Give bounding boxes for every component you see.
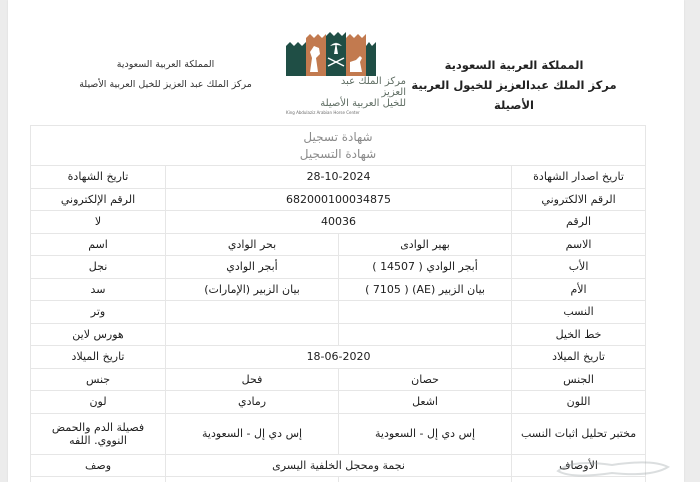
cutoff-cell-3: [166, 477, 339, 482]
label-color: اللون: [512, 391, 646, 414]
table-row-dam: [31, 278, 646, 301]
label-issue-date: تاريخ اصدار الشهادة: [512, 166, 646, 189]
value-markings: نجمة ومحجل الخلفية اليسرى: [166, 454, 512, 477]
value-pedigree-1: [339, 301, 512, 324]
certificate-subtitle: شهادة التسجيل: [299, 146, 377, 161]
logo-text-block: [286, 76, 406, 115]
header-right-center: مركز الملك عبدالعزيز للخيول العربية الأصيلة: [411, 78, 617, 112]
value-lab-1: إس دي إل - السعودية: [339, 413, 512, 454]
certificate-title-cell: [31, 126, 646, 166]
table-row-cutoff: [31, 477, 646, 482]
label-name: الاسم: [512, 233, 646, 256]
label2-color: لون: [31, 391, 166, 414]
label-pedigree: النسب: [512, 301, 646, 324]
label-birth-date: تاريخ الميلاد: [512, 346, 646, 369]
header-right-block: [394, 55, 634, 115]
label-horse-line: خط الخيل: [512, 323, 646, 346]
label-sire: الأب: [512, 256, 646, 279]
certificate-title: شهادة تسجيل: [303, 129, 373, 144]
table-row-pedigree: [31, 301, 646, 324]
table-row-color: [31, 391, 646, 414]
table-row-horse-line: [31, 323, 646, 346]
value-dam-2: بيان الزبير (الإمارات): [166, 278, 339, 301]
label2-lab: فصيلة الدم والحمض النووي. اللفه: [31, 413, 166, 454]
table-row-lab: [31, 413, 646, 454]
label2-pedigree: وتر: [31, 301, 166, 324]
logo-arabic-line1: مركز الملك عبد العزيز: [340, 76, 406, 98]
cutoff-cell-1: [512, 477, 646, 482]
table-row-number: [31, 211, 646, 234]
label2-sire: نجل: [31, 256, 166, 279]
cutoff-cell-4: [31, 477, 166, 482]
header-left-block: [58, 55, 273, 95]
label2-sex: جنس: [31, 368, 166, 391]
value-color-1: اشعل: [339, 391, 512, 414]
header-right-country: المملكة العربية السعودية: [444, 58, 584, 72]
label-number: الرقم: [512, 211, 646, 234]
cutoff-cell-2: [339, 477, 512, 482]
value-dam-1: بيان الزبير (AE) ( 7105 ): [339, 278, 512, 301]
value-horse-line-2: [166, 323, 339, 346]
label2-birth-date: تاريخ الميلاد: [31, 346, 166, 369]
value-pedigree-2: [166, 301, 339, 324]
logo-english-name: King Abdulaziz Arabian Horse Center: [286, 110, 360, 115]
value-name-2: بحر الوادي: [166, 233, 339, 256]
center-logo: [286, 32, 406, 118]
table-row-electronic-number: [31, 188, 646, 211]
label2-number: لا: [31, 211, 166, 234]
value-number: 40036: [166, 211, 512, 234]
header-left-country: المملكة العربية السعودية: [116, 59, 215, 70]
value-name-1: بهير الوادى: [339, 233, 512, 256]
label-markings: الأوصاف: [512, 454, 646, 477]
label2-dam: سد: [31, 278, 166, 301]
table-row-sex: [31, 368, 646, 391]
table-row-issue-date: [31, 166, 646, 189]
value-sire-2: أبجر الوادي: [166, 256, 339, 279]
label-sex: الجنس: [512, 368, 646, 391]
logo-arabic-line2: للخيل العربية الأصيلة: [320, 98, 406, 109]
value-electronic-number: 682000100034875: [166, 188, 512, 211]
value-sex-2: فحل: [166, 368, 339, 391]
horse-center-logo-icon: [286, 32, 376, 76]
value-birth-date: 18-06-2020: [166, 346, 512, 369]
label-electronic-number: الرقم الالكتروني: [512, 188, 646, 211]
label-dam: الأم: [512, 278, 646, 301]
certificate-table: [30, 125, 646, 482]
value-color-2: رمادي: [166, 391, 339, 414]
table-row-markings: [31, 454, 646, 477]
table-row-name: [31, 233, 646, 256]
label-lab: مختبر تحليل اثبات النسب: [512, 413, 646, 454]
value-sex-1: حصان: [339, 368, 512, 391]
value-lab-2: إس دي إل - السعودية: [166, 413, 339, 454]
label2-horse-line: هورس لاين: [31, 323, 166, 346]
header-left-center: مركز الملك عبد العزيز للخيل العربية الأصيلة: [79, 79, 252, 90]
table-row-sire: [31, 256, 646, 279]
table-row-birth-date: [31, 346, 646, 369]
value-horse-line-1: [339, 323, 512, 346]
value-sire-1: أبجر الوادي ( 14507 ): [339, 256, 512, 279]
label2-name: اسم: [31, 233, 166, 256]
label2-markings: وصف: [31, 454, 166, 477]
value-issue-date: 28-10-2024: [166, 166, 512, 189]
certificate-header: [8, 0, 684, 122]
certificate-title-row: [31, 126, 646, 166]
label2-electronic-number: الرقم الإلكتروني: [31, 188, 166, 211]
label2-issue-date: تاريخ الشهادة: [31, 166, 166, 189]
